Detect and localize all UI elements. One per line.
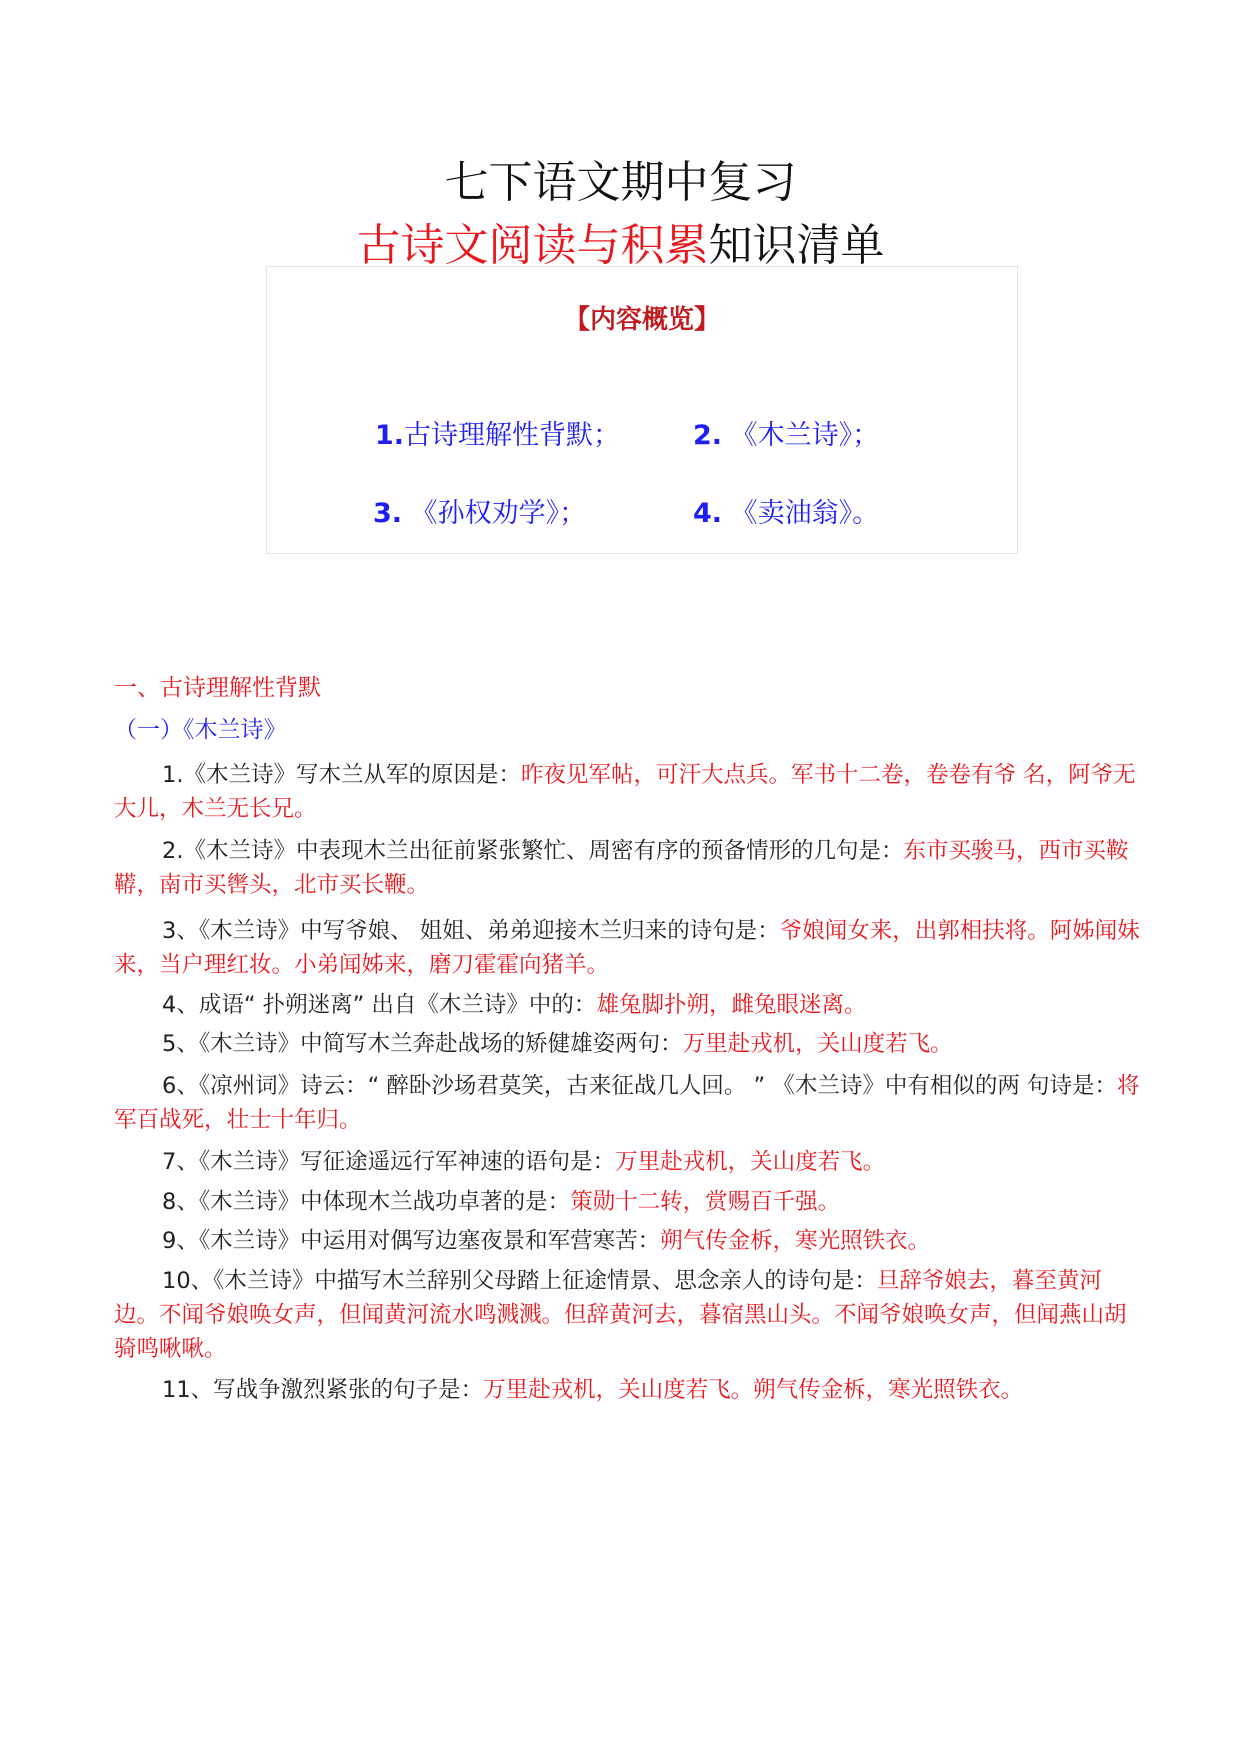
question-text: 10、《木兰诗》中描写木兰辞别父母踏上征途情景、思念亲人的诗句是： <box>162 1268 877 1294</box>
question-text: 2.《木兰诗》中表现木兰出征前紧张繁忙、周密有序的预备情形的几句是： <box>162 838 904 864</box>
question-item <box>114 1373 1144 1407</box>
question-item <box>114 1185 1144 1219</box>
question-item <box>114 758 1144 826</box>
question-text: 1.《木兰诗》写木兰从军的原因是： <box>162 762 521 788</box>
section-heading: 一、古诗理解性背默 <box>114 675 321 701</box>
question-text: 4、成语“ 扑朔迷离” 出自《木兰诗》中的： <box>162 992 597 1018</box>
overview-item-text: 《木兰诗》； <box>722 420 880 451</box>
answer-text: 万里赴戎机，关山度若飞。 <box>615 1149 886 1175</box>
answer-text: 旦辞爷娘去，暮至黄河边。不闻爷娘唤女声，但闻黄河流水鸣溅溅。但辞黄河去，暮宿黑山头。不闻爷娘唤女声，但闻燕山胡骑鸣啾啾。 <box>114 1268 1127 1362</box>
question-item <box>114 1145 1144 1179</box>
question-item <box>114 1224 1144 1258</box>
answer-text: 万里赴戎机，关山度若飞。 <box>682 1031 953 1057</box>
page-title: 七下语文期中复习 <box>444 157 797 208</box>
overview-item-number: 4. <box>693 498 723 529</box>
question-text: 5、《木兰诗》中简写木兰奔赴战场的矫健雄姿两句： <box>162 1031 683 1057</box>
overview-item-4 <box>693 497 879 531</box>
question-item <box>114 1069 1144 1137</box>
overview-item-number: 2. <box>693 420 723 451</box>
question-text: 8、《木兰诗》中体现木兰战功卓著的是： <box>162 1189 571 1215</box>
overview-item-text: 《孙权劝学》； <box>402 498 587 529</box>
question-text: 7、《木兰诗》写征途遥远行军神速的语句是： <box>162 1149 616 1175</box>
answer-text: 东市买骏马，西市买鞍鞯，南市买辔头，北市买长鞭。 <box>114 838 1129 898</box>
answer-text: 昨夜见军帖，可汗大点兵。军书十二卷，卷卷有爷 名，阿爷无大儿，木兰无长兄。 <box>114 762 1136 822</box>
subtitle-rest: 知识清单 <box>708 220 885 271</box>
answer-text: 雄兔脚扑朔，雌兔眼迷离。 <box>596 992 867 1018</box>
question-item <box>114 834 1144 902</box>
question-item <box>114 1027 1144 1061</box>
question-item <box>114 1264 1144 1366</box>
question-text: 6、《凉州词》诗云：“ 醉卧沙场君莫笑，古来征战几人回。 ” 《木兰诗》中有相似的两 句诗是： <box>162 1073 1117 1099</box>
overview-item-number: 3. <box>373 498 403 529</box>
answer-text: 爷娘闻女来，出郭相扶将。阿姊闻妹来，当户理红妆。小弟闻姊来，磨刀霍霍向猪羊。 <box>114 918 1140 978</box>
question-item <box>114 988 1144 1022</box>
question-text: 3、《木兰诗》中写爷娘、 姐姐、弟弟迎接木兰归来的诗句是： <box>162 918 780 944</box>
overview-item-3 <box>373 497 586 531</box>
answer-text: 将军百战死，壮士十年归。 <box>114 1073 1140 1133</box>
overview-item-1 <box>375 419 620 453</box>
subsection-heading: （一）《木兰诗》 <box>114 717 287 743</box>
content-overview-box <box>266 266 1018 554</box>
answer-text: 万里赴戎机，关山度若飞。朔气传金柝，寒光照铁衣。 <box>483 1377 1024 1403</box>
answer-text: 朔气传金柝，寒光照铁衣。 <box>660 1228 931 1254</box>
answer-text: 策勋十二转，赏赐百千强。 <box>570 1189 841 1215</box>
overview-heading: 【内容概览】 <box>563 305 720 335</box>
overview-item-number: 1. <box>375 420 405 451</box>
question-item <box>114 914 1144 982</box>
overview-item-text: 古诗理解性背默； <box>404 420 621 451</box>
overview-item-2 <box>693 419 879 453</box>
overview-item-text: 《卖油翁》。 <box>722 498 880 529</box>
question-text: 11、写战争激烈紧张的句子是： <box>162 1377 484 1403</box>
question-text: 9、《木兰诗》中运用对偶写边塞夜景和军营寒苦： <box>162 1228 661 1254</box>
subtitle-highlight: 古诗文阅读与积累 <box>356 220 709 271</box>
